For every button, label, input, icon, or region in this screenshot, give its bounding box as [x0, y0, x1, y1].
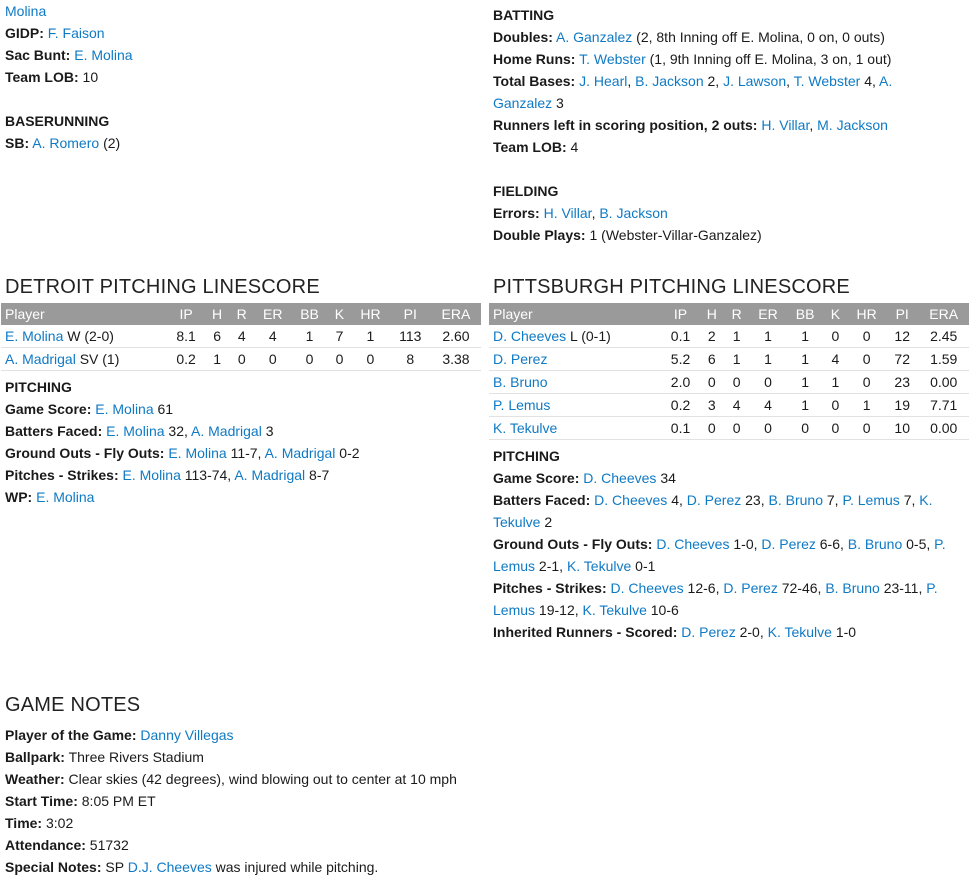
player-link[interactable]: A. Madrigal [191, 423, 262, 439]
player-link[interactable]: B. Bruno [768, 492, 823, 508]
table-row [489, 348, 969, 371]
player-link[interactable]: K. Tekulve [566, 558, 632, 574]
column-header: ERA [918, 303, 969, 325]
stat-cell-k: 0 [823, 325, 847, 348]
detroit-pitching-notes [5, 372, 481, 508]
stat-value: 0-5, [906, 536, 931, 552]
doubles-label: Doubles: [493, 29, 553, 45]
inherited-runners-label: Inherited Runners - Scored: [493, 624, 678, 640]
stat-cell-bb: 1 [787, 371, 824, 394]
player-link[interactable]: D. Perez [723, 580, 778, 596]
stat-value: 0-1 [635, 558, 656, 574]
ground-fly-outs-label: Ground Outs - Fly Outs: [493, 536, 653, 552]
table-row [489, 417, 969, 440]
start-time-value: 8:05 PM ET [81, 793, 156, 809]
player-link[interactable]: D. Perez [493, 351, 548, 367]
stat-cell-hr: 0 [351, 348, 389, 371]
stat-cell-hr: 0 [847, 417, 886, 440]
doubles-detail: (2, 8th Inning off E. Molina, 0 on, 0 outs) [636, 29, 885, 45]
stat-cell-h: 1 [205, 348, 230, 371]
player-link[interactable]: B. Jackson [635, 73, 704, 89]
stat-cell-bb: 1 [787, 325, 824, 348]
detroit-linescore-title: DETROIT PITCHING LINESCORE [5, 276, 320, 298]
stat-cell-er: 0 [749, 417, 787, 440]
decision-note: SV (1) [79, 351, 120, 367]
stat-cell-k: 7 [328, 325, 352, 348]
stat-value: 2-0, [739, 624, 764, 640]
column-header: K [328, 303, 352, 325]
gidp-label: GIDP: [5, 25, 44, 41]
column-header: HR [847, 303, 886, 325]
player-link[interactable]: E. Molina [95, 401, 154, 417]
stat-cell-hr: 1 [847, 394, 886, 417]
stat-cell-er: 4 [749, 394, 787, 417]
player-link[interactable]: D. Cheeves [583, 470, 657, 486]
stat-cell-ip: 5.2 [662, 348, 700, 371]
attendance-label: Attendance: [5, 837, 86, 853]
detroit-linescore-table [1, 303, 481, 371]
player-link[interactable]: Lemus [493, 602, 536, 618]
ground-fly-outs-label: Ground Outs - Fly Outs: [5, 445, 165, 461]
player-link[interactable]: E. Molina [122, 467, 181, 483]
stat-cell-hr: 0 [847, 325, 886, 348]
stat-value: 32, [168, 423, 188, 439]
decision-note: L (0-1) [570, 328, 611, 344]
player-link[interactable]: J. Hearl [579, 73, 628, 89]
player-link[interactable]: E. Molina [168, 445, 227, 461]
stat-cell-er: 1 [749, 348, 787, 371]
player-link[interactable]: Tekulve [493, 514, 541, 530]
player-link[interactable]: D. Cheeves [493, 328, 567, 344]
stat-cell-pi: 23 [886, 371, 918, 394]
column-header: Player [489, 303, 662, 325]
left-top-section [5, 0, 481, 154]
stat-cell-hr: 0 [847, 348, 886, 371]
column-header: R [724, 303, 749, 325]
column-header: PI [390, 303, 431, 325]
start-time-label: Start Time: [5, 793, 78, 809]
player-link[interactable]: A. [879, 73, 893, 89]
stat-value: 1-0 [835, 624, 857, 640]
stat-value: 2 [544, 514, 553, 530]
stat-value: 61 [157, 401, 174, 417]
stat-cell-era: 0.00 [918, 371, 969, 394]
player-link[interactable]: F. Faison [47, 25, 105, 41]
game-notes-title: GAME NOTES [5, 694, 141, 716]
home-runs-label: Home Runs: [493, 51, 576, 67]
column-header: ER [254, 303, 291, 325]
double-plays-label: Double Plays: [493, 227, 586, 243]
player-link[interactable]: A. Romero [32, 135, 100, 151]
stat-cell-bb: 1 [787, 394, 824, 417]
column-header: HR [351, 303, 389, 325]
stat-value: 113-74, [184, 467, 232, 483]
stat-value: 23, [745, 492, 765, 508]
player-link[interactable]: Ganzalez [493, 95, 553, 111]
stat-cell-ip: 2.0 [662, 371, 700, 394]
stat-cell-er: 4 [254, 325, 291, 348]
stat-value: 2-1, [538, 558, 564, 574]
game-score-label: Game Score: [5, 401, 92, 417]
ballpark-value: Three Rivers Stadium [68, 749, 204, 765]
column-header: K [823, 303, 847, 325]
baserunning-heading: BASERUNNING [5, 113, 110, 129]
stat-cell-r: 0 [724, 371, 749, 394]
player-cell [1, 348, 167, 371]
stat-value: 12-6, [687, 580, 720, 596]
stat-cell-ip: 0.1 [662, 325, 700, 348]
player-link[interactable]: B. Bruno [847, 536, 903, 552]
player-cell [489, 417, 662, 440]
stat-value: 23-11, [883, 580, 923, 596]
rlisp-label: Runners left in scoring position, 2 outs: [493, 117, 758, 133]
player-link[interactable]: D.J. Cheeves [127, 859, 212, 875]
player-cell [489, 394, 662, 417]
pittsburgh-pitching-notes [493, 441, 969, 643]
player-link[interactable]: K. [919, 492, 933, 508]
pitches-strikes-label: Pitches - Strikes: [493, 580, 607, 596]
table-row [1, 348, 481, 371]
time-value: 3:02 [45, 815, 74, 831]
stat-value: 7, [903, 492, 916, 508]
stat-cell-k: 0 [823, 394, 847, 417]
team-lob-value: 10 [82, 69, 99, 85]
stat-cell-bb: 0 [291, 348, 327, 371]
player-link[interactable]: B. Bruno [825, 580, 880, 596]
game-notes [5, 724, 965, 878]
weather-label: Weather: [5, 771, 65, 787]
player-link[interactable]: A. Madrigal [234, 467, 306, 483]
pittsburgh-linescore-table [489, 303, 969, 440]
player-link[interactable]: P. [926, 580, 938, 596]
stat-cell-h: 0 [699, 371, 724, 394]
pitching-heading: PITCHING [5, 379, 72, 395]
player-link[interactable]: E. Molina [36, 489, 95, 505]
player-link[interactable]: Danny Villegas [140, 727, 234, 743]
column-header: ER [749, 303, 787, 325]
double-plays-value: 1 (Webster-Villar-Ganzalez) [589, 227, 762, 243]
column-header: R [229, 303, 254, 325]
stat-value: 2 [707, 73, 716, 89]
column-header: Player [1, 303, 167, 325]
player-cell [489, 348, 662, 371]
player-link[interactable]: D. Perez [681, 624, 736, 640]
stat-cell-k: 1 [823, 371, 847, 394]
stat-cell-ip: 0.2 [167, 348, 204, 371]
game-score-label: Game Score: [493, 470, 580, 486]
stat-cell-k: 0 [328, 348, 352, 371]
stat-value: 3 [556, 95, 564, 111]
stat-cell-bb: 0 [787, 417, 824, 440]
column-header: H [699, 303, 724, 325]
player-link[interactable]: P. Lemus [842, 492, 900, 508]
table-row [1, 325, 481, 348]
stat-cell-ip: 8.1 [167, 325, 204, 348]
stat-value: 19-12, [538, 602, 579, 618]
batters-faced-label: Batters Faced: [493, 492, 591, 508]
stat-cell-hr: 1 [351, 325, 389, 348]
stat-cell-bb: 1 [291, 325, 327, 348]
player-link[interactable]: H. Villar [761, 117, 810, 133]
stat-cell-er: 0 [254, 348, 291, 371]
player-link[interactable]: K. Tekulve [767, 624, 832, 640]
stat-cell-era: 1.59 [918, 348, 969, 371]
player-link[interactable]: P. Lemus [493, 397, 551, 413]
stat-value: 6-6, [819, 536, 844, 552]
team-lob-label: Team LOB: [5, 69, 79, 85]
column-header: IP [167, 303, 204, 325]
stat-value: 4, [671, 492, 683, 508]
player-link[interactable]: H. Villar [543, 205, 592, 221]
stat-value: 10-6 [650, 602, 679, 618]
stat-cell-hr: 0 [847, 371, 886, 394]
stat-cell-era: 3.38 [431, 348, 481, 371]
player-cell [489, 325, 662, 348]
player-link[interactable]: A. Madrigal [264, 445, 336, 461]
stat-cell-k: 0 [823, 417, 847, 440]
table-row [489, 325, 969, 348]
player-link[interactable]: D. Perez [761, 536, 816, 552]
player-link[interactable]: B. Jackson [599, 205, 668, 221]
column-header: H [205, 303, 230, 325]
total-bases-label: Total Bases: [493, 73, 576, 89]
pittsburgh-linescore-title: PITTSBURGH PITCHING LINESCORE [493, 276, 850, 298]
player-link[interactable]: E. Molina [5, 328, 64, 344]
stat-value: 11-7, [230, 445, 262, 461]
stat-value: 1-0, [733, 536, 758, 552]
sac-bunt-label: Sac Bunt: [5, 47, 71, 63]
stat-cell-er: 1 [749, 325, 787, 348]
stat-value: 72-46, [781, 580, 822, 596]
stat-cell-era: 7.71 [918, 394, 969, 417]
table-row [489, 371, 969, 394]
home-runs-detail: (1, 9th Inning off E. Molina, 3 on, 1 out) [649, 51, 892, 67]
stat-cell-r: 4 [724, 394, 749, 417]
player-link[interactable]: D. Cheeves [594, 492, 668, 508]
player-link[interactable]: K. Tekulve [493, 420, 558, 436]
column-header: ERA [431, 303, 481, 325]
player-link[interactable]: K. Tekulve [582, 602, 647, 618]
stat-cell-er: 0 [749, 371, 787, 394]
table-row [489, 394, 969, 417]
column-header: BB [291, 303, 327, 325]
pitches-strikes-label: Pitches - Strikes: [5, 467, 119, 483]
batting-heading: BATTING [493, 7, 555, 23]
player-link[interactable]: D. Cheeves [656, 536, 730, 552]
player-link[interactable]: M. Jackson [817, 117, 888, 133]
stat-cell-h: 3 [699, 394, 724, 417]
player-link[interactable]: J. Lawson [723, 73, 787, 89]
special-notes-label: Special Notes: [5, 859, 102, 875]
stat-cell-r: 0 [724, 417, 749, 440]
stat-cell-pi: 72 [886, 348, 918, 371]
team-lob-value: 4 [570, 139, 579, 155]
time-label: Time: [5, 815, 43, 831]
pitching-heading: PITCHING [493, 448, 560, 464]
stat-cell-pi: 12 [886, 325, 918, 348]
stat-value: 7, [826, 492, 839, 508]
stat-cell-era: 2.45 [918, 325, 969, 348]
player-of-game-label: Player of the Game: [5, 727, 137, 743]
stat-cell-k: 4 [823, 348, 847, 371]
stat-cell-era: 2.60 [431, 325, 481, 348]
stat-value: 3 [265, 423, 274, 439]
stat-cell-pi: 113 [390, 325, 431, 348]
fielding-heading: FIELDING [493, 183, 559, 199]
stat-cell-h: 2 [699, 325, 724, 348]
attendance-value: 51732 [89, 837, 129, 853]
stat-cell-r: 4 [229, 325, 254, 348]
right-top-section: BATTING Doubles: A. Ganzalez (2, 8th Inning off E. Molina, 0 on, 0 outs) Home Runs: T. Webster (1, 9th Inning off E. Molina, 3 on, 1 out) Total Bases: J. Hearl, B. Jackson 2, J. Lawson, T. Webster 4, A. Ganzalez 3 Runners left in scoring position, 2 outs: H. Villar, M. Jackson Team LOB: 4 FIELDING Errors: H. Villar, B. Jackson Double Plays: 1 (Webster-Villar-Ganzalez) [493, 4, 969, 246]
player-link[interactable]: A. Madrigal [5, 351, 76, 367]
player-link[interactable]: E. Molina [74, 47, 133, 63]
sb-label: SB: [5, 135, 30, 151]
stat-cell-h: 6 [205, 325, 230, 348]
player-link[interactable]: T. Webster [579, 51, 646, 67]
special-notes-text: was injured while pitching. [215, 859, 379, 875]
player-cell [489, 371, 662, 394]
stat-cell-pi: 8 [390, 348, 431, 371]
special-notes-prefix: SP [105, 859, 124, 875]
stat-cell-ip: 0.2 [662, 394, 700, 417]
stat-cell-era: 0.00 [918, 417, 969, 440]
player-link[interactable]: T. Webster [793, 73, 861, 89]
stat-cell-bb: 1 [787, 348, 824, 371]
errors-label: Errors: [493, 205, 540, 221]
team-lob-label: Team LOB: [493, 139, 567, 155]
player-link[interactable]: B. Bruno [493, 374, 548, 390]
ballpark-label: Ballpark: [5, 749, 65, 765]
player-link[interactable]: E. Molina [106, 423, 165, 439]
player-link[interactable]: Molina [5, 3, 47, 19]
stat-value: 4 [864, 73, 872, 89]
stat-cell-r: 0 [229, 348, 254, 371]
wp-label: WP: [5, 489, 33, 505]
stat-cell-h: 0 [699, 417, 724, 440]
player-cell [1, 325, 167, 348]
player-link[interactable]: Lemus [493, 558, 536, 574]
batters-faced-label: Batters Faced: [5, 423, 103, 439]
column-header: IP [662, 303, 700, 325]
stat-cell-pi: 10 [886, 417, 918, 440]
stat-cell-h: 6 [699, 348, 724, 371]
player-link[interactable]: D. Perez [686, 492, 742, 508]
player-link[interactable]: P. [934, 536, 946, 552]
weather-value: Clear skies (42 degrees), wind blowing out to center at 10 mph [68, 771, 457, 787]
column-header: PI [886, 303, 918, 325]
stat-value: 0-2 [339, 445, 360, 461]
decision-note: W (2-0) [67, 328, 114, 344]
stat-value: 8-7 [309, 467, 330, 483]
sb-value: (2) [103, 135, 121, 151]
stat-value: 34 [660, 470, 676, 486]
player-link[interactable]: A. Ganzalez [556, 29, 633, 45]
stat-cell-r: 1 [724, 325, 749, 348]
player-link[interactable]: D. Cheeves [610, 580, 684, 596]
stat-cell-ip: 0.1 [662, 417, 700, 440]
stat-cell-pi: 19 [886, 394, 918, 417]
column-header: BB [787, 303, 824, 325]
stat-cell-r: 1 [724, 348, 749, 371]
